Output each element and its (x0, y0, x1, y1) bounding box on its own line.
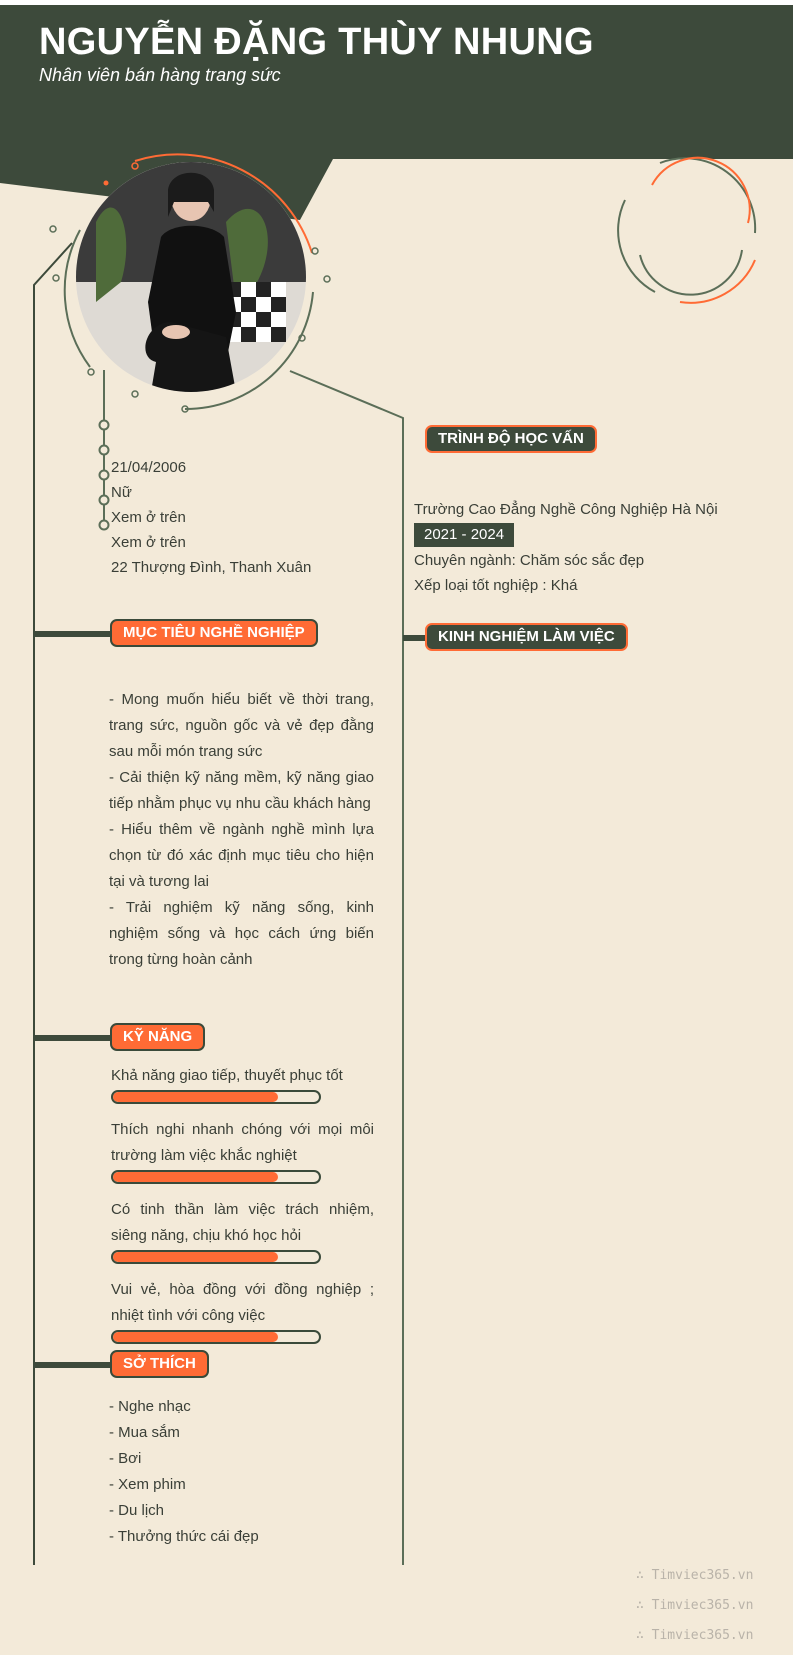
dot (50, 226, 56, 232)
hobby-item: - Xem phim (109, 1476, 186, 1493)
dot (132, 391, 138, 397)
skill-label: Thích nghi nhanh chóng với mọi môi trường làm việc khắc nghiệt (111, 1121, 374, 1164)
skill-bar (111, 1330, 321, 1344)
info-dot (100, 496, 109, 505)
dot (53, 275, 59, 281)
info-dot (100, 471, 109, 480)
skill-bar-fill (113, 1252, 278, 1262)
candidate-name: NGUYỄN ĐẶNG THÙY NHUNG (39, 21, 594, 63)
skill-item (111, 1063, 374, 1104)
skill-item (111, 1117, 374, 1184)
deco-arc (680, 260, 755, 303)
deco-arc (640, 250, 742, 295)
skill-bar-fill (113, 1332, 278, 1342)
connector-hobbies (34, 1362, 112, 1368)
objective-line: - Mong muốn hiểu biết về thời trang, trang sức, nguồn gốc và vẻ đẹp đằng sau mỗi món trang sức (109, 691, 374, 760)
hobby-item: - Thưởng thức cái đẹp (109, 1528, 259, 1545)
skill-bar (111, 1090, 321, 1104)
gender: Nữ (111, 484, 132, 501)
skill-item (111, 1197, 374, 1264)
birth-date: 21/04/2006 (111, 459, 187, 476)
skill-label: Vui vẻ, hòa đồng với đồng nghiệp ; nhiệt tình với công việc (111, 1281, 374, 1324)
skill-bar (111, 1170, 321, 1184)
skills-heading: KỸ NĂNG (110, 1023, 205, 1051)
skill-item (111, 1277, 374, 1344)
hobby-item: - Du lịch (109, 1502, 165, 1519)
watermark: ∴ Timviec365.vn (636, 1598, 754, 1613)
skill-bar (111, 1250, 321, 1264)
cv-page (0, 5, 793, 1655)
deco-arc (660, 158, 755, 233)
phone: Xem ở trên (111, 509, 186, 526)
experience-heading: KINH NGHIỆM LÀM VIỆC (425, 623, 628, 651)
hobbies-heading: SỞ THÍCH (110, 1350, 209, 1378)
skill-label: Khả năng giao tiếp, thuyết phục tốt (111, 1067, 343, 1084)
watermark: ∴ Timviec365.vn (636, 1628, 754, 1643)
major: Chuyên ngành: Chăm sóc sắc đẹp (414, 552, 645, 569)
dot (88, 369, 94, 375)
objective-text (109, 687, 374, 973)
objective-line: - Hiểu thêm về ngành nghề mình lựa chọn từ đó xác định mục tiêu cho hiện tại và tương lai (109, 821, 374, 890)
watermark: ∴ Timviec365.vn (636, 1568, 754, 1583)
job-title: Nhân viên bán hàng trang sức (39, 65, 281, 85)
connector-experience (403, 635, 427, 641)
objective-line: - Cải thiện kỹ năng mềm, kỹ năng giao tiếp nhằm phục vụ nhu cầu khách hàng (109, 769, 374, 812)
hobby-item: - Nghe nhạc (109, 1398, 191, 1415)
deco-arc (618, 200, 655, 292)
skill-bar-fill (113, 1092, 278, 1102)
deco-arc (652, 158, 750, 223)
study-period: 2021 - 2024 (414, 523, 514, 547)
education-heading: TRÌNH ĐỘ HỌC VẤN (425, 425, 597, 453)
connector-skills (34, 1035, 112, 1041)
address: 22 Thượng Đình, Thanh Xuân (111, 559, 312, 576)
skill-bar-fill (113, 1172, 278, 1182)
objective-heading: MỤC TIÊU NGHỀ NGHIỆP (110, 619, 318, 647)
connector-objective (34, 631, 112, 637)
dot (312, 248, 318, 254)
avatar (76, 162, 306, 392)
skills-list (111, 1063, 374, 1357)
avatar-photo (76, 162, 306, 392)
info-dot (100, 421, 109, 430)
info-dot (100, 446, 109, 455)
graduation-grade: Xếp loại tốt nghiệp : Khá (414, 577, 578, 594)
school-name: Trường Cao Đẳng Nghề Công Nghiệp Hà Nội (414, 501, 718, 518)
info-dot (100, 521, 109, 530)
objective-line: - Trải nghiệm kỹ năng sống, kinh nghiệm sống và học cách ứng biến trong từng hoàn cảnh (109, 899, 374, 968)
hobby-item: - Bơi (109, 1450, 142, 1467)
dot (324, 276, 330, 282)
personal-info (111, 455, 311, 580)
skill-label: Có tinh thần làm việc trách nhiệm, siêng năng, chịu khó học hỏi (111, 1201, 374, 1244)
hobby-item: - Mua sắm (109, 1424, 180, 1441)
hobbies-list (109, 1394, 259, 1550)
education-details (414, 497, 718, 598)
dot (104, 181, 109, 186)
email: Xem ở trên (111, 534, 186, 551)
